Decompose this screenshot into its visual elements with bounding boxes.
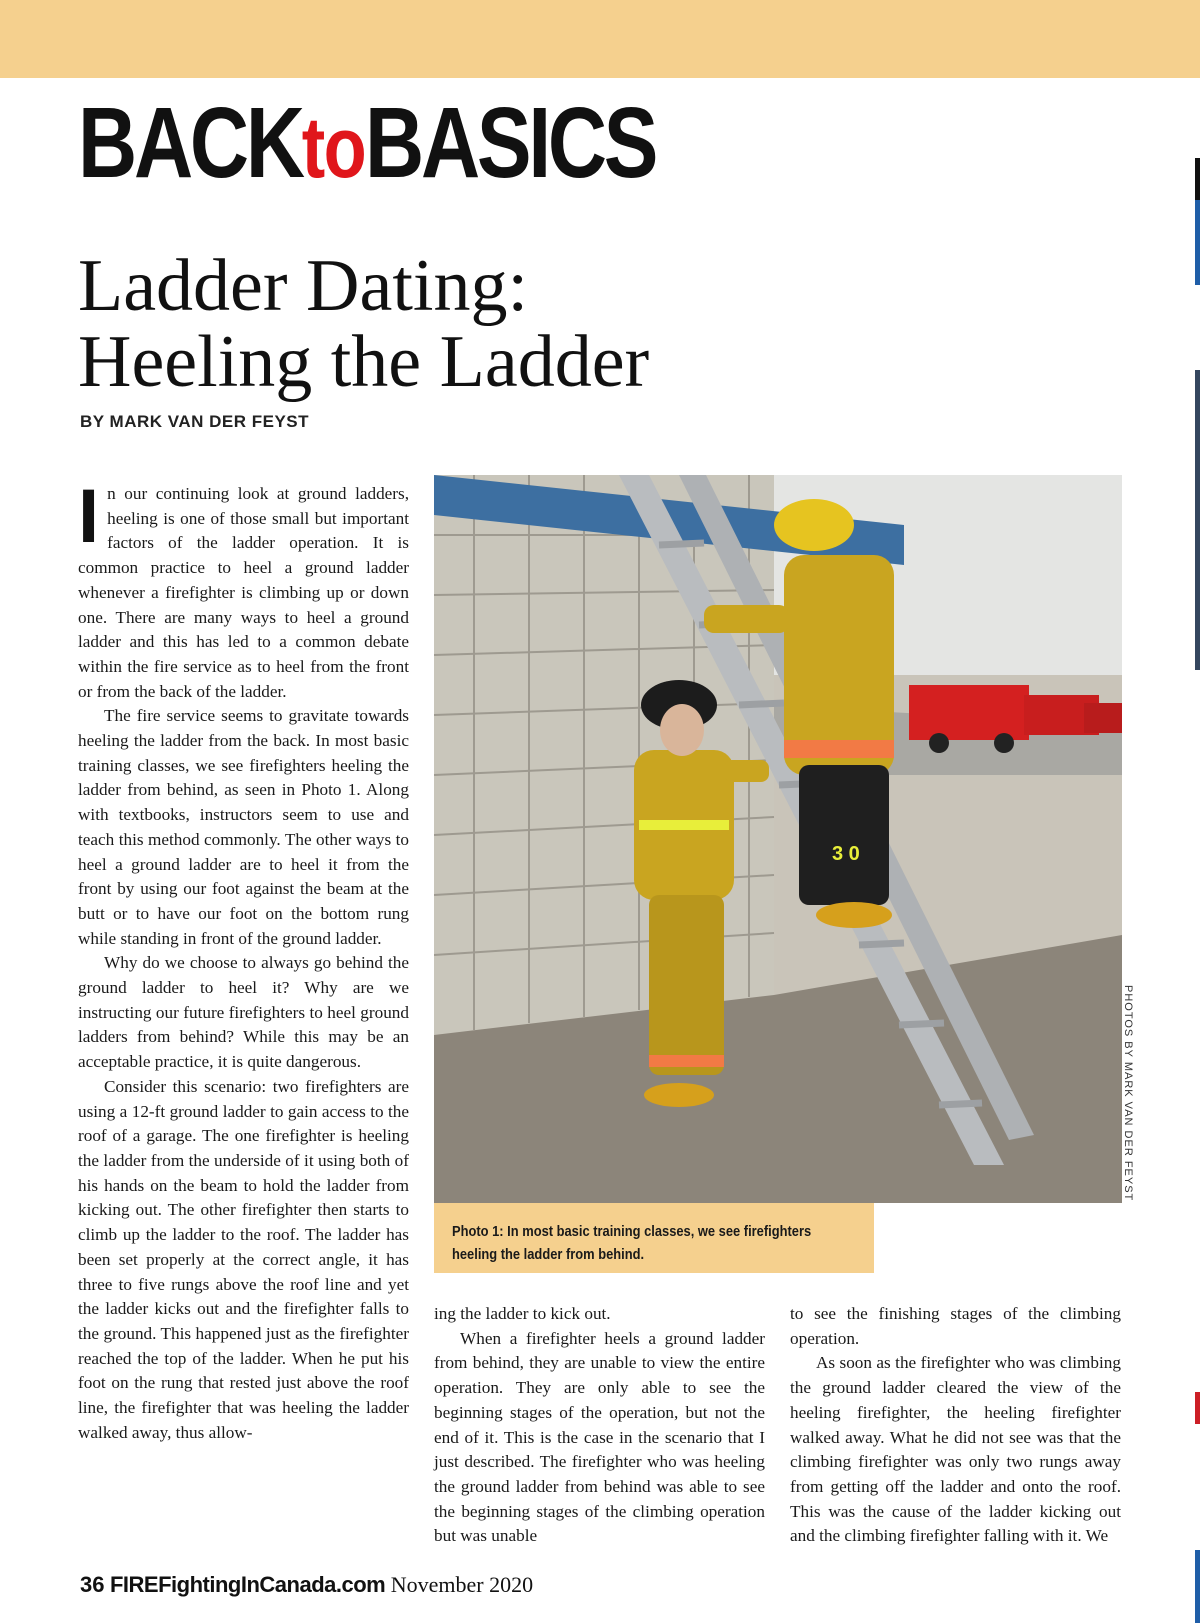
title-line-1: Ladder Dating: <box>78 245 528 327</box>
page-number: 36 <box>80 1572 105 1597</box>
helmet-number: 3 0 <box>832 843 860 865</box>
issue-date: November 2020 <box>390 1572 534 1597</box>
page-footer <box>80 1572 533 1598</box>
edge-tab-blue <box>1195 200 1200 285</box>
paragraph-3: Why do we choose to always go behind the ground ladder to heel it? Why are we instructing our future firefighters to heel ground ladders from behind? While this may be an acceptable practice, it is quite dangerous. <box>78 953 409 1072</box>
edge-tab-blue-bottom <box>1195 1550 1200 1623</box>
paragraph-2: The fire service seems to gravitate towards heeling the ladder from the back. In most basic training classes, we see firefighters heeling the ladder from behind, as seen in Photo 1. Along with textbooks, instructors seem to use and teach this method commonly. The other ways to heel a ground ladder are to heel it from the front by using our foot against the beam at the butt or to have our foot on the bottom rung while standing in front of the ground ladder. <box>78 706 409 948</box>
column-1 <box>78 474 409 1445</box>
paragraph-1 <box>78 474 409 704</box>
paragraph-4-continued: ing the ladder to kick out. <box>434 1304 611 1323</box>
photo-1 <box>434 475 1122 1203</box>
photo-credit: PHOTOS BY MARK VAN DER FEYST <box>1122 985 1134 1202</box>
section-heading <box>78 88 655 203</box>
paragraph-6: As soon as the firefighter who was climbing the ground ladder cleared the view of the heeling firefighter, the heeling firefighter walked away. What he did not see was that the climbing firefighter was only two rungs away from getting off the ladder and onto the roof. This was the cause of the ladder kicking out and the climbing firefighter falling with it. We <box>790 1353 1121 1546</box>
edge-tab-black <box>1195 158 1200 200</box>
title-line-2: Heeling the Ladder <box>78 321 650 403</box>
edge-tab-red <box>1195 1392 1200 1424</box>
paragraph-1-text: n our continuing look at ground ladders, heeling is one of those small but important factors of the ladder operation. It is common practice to heel a ground ladder whenever a firefighter is climbing up or down one. There are many ways to heel a ground ladder and this has led to a common debate within the fire service as to heel from the front or from the back of the ladder. <box>78 484 409 701</box>
section-word-to: to <box>301 100 366 196</box>
byline: BY MARK VAN DER FEYST <box>80 412 310 431</box>
photo-caption: Photo 1: In most basic training classes, we see firefighters heeling the ladder from behind. <box>452 1223 812 1263</box>
paragraph-5: When a firefighter heels a ground ladder from behind, they are unable to view the entire operation. They are only able to see the beginning stages of the operation, but not the end of it. This is the case in the scenario that I just described. The firefighter who was heeling the ground ladder from behind was able to see the beginning stages of the climbing operation but was unable <box>434 1328 765 1546</box>
paragraph-4: Consider this scenario: two firefighters are using a 12-ft ground ladder to gain access to the roof of a garage. The one firefighter is heeling the ladder from the underside of it using both of his hands on the beam to hold the ladder from kicking out. The other firefighter then starts to climb up the ladder to the roof. The ladder has been set properly at the correct angle, it has three to five rungs above the roof line and yet the ladder kicks out and the firefighter falls to the ground. This happened just as the firefighter reached the top of the ladder. When he put his foot on the rung that rested just above the roof line, the firefighter that was heeling the ladder walked away, thus allow- <box>78 1076 409 1442</box>
website: FIREFightingInCanada.com <box>109 1572 386 1597</box>
drop-cap: I <box>78 474 100 559</box>
paragraph-5-continued: to see the finishing stages of the climbing operation. <box>790 1304 1121 1348</box>
column-3 <box>790 1302 1121 1549</box>
edge-tab-slate <box>1195 370 1200 670</box>
section-word-back: BACK <box>78 87 302 199</box>
top-color-band <box>0 0 1200 78</box>
photo-illustration <box>434 475 1122 1203</box>
article-title <box>78 245 650 403</box>
column-2 <box>434 1302 765 1549</box>
section-word-basics: BASICS <box>365 87 656 199</box>
